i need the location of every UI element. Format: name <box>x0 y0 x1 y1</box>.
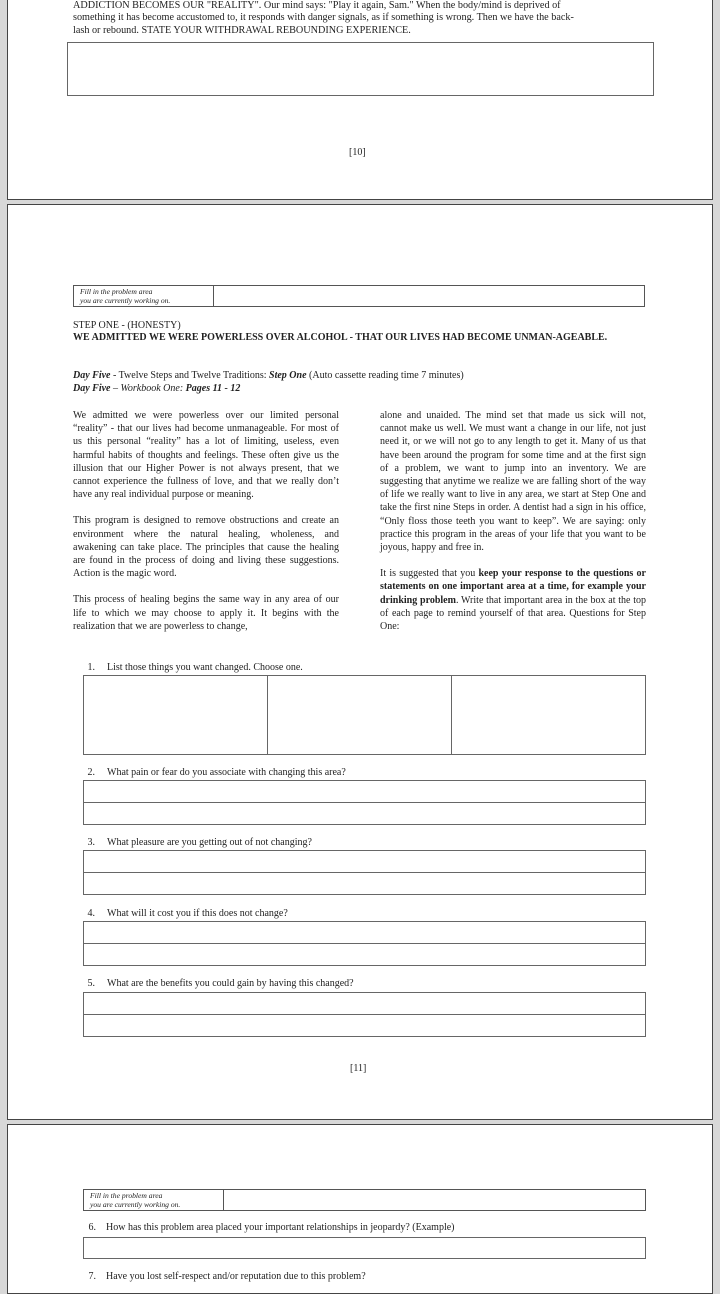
question-text: List those things you want changed. Choose one. <box>107 662 303 673</box>
problem-area-label <box>84 1190 224 1210</box>
intro-line-3: lash or rebound. STATE YOUR WITHDRAWAL REBOUNDING EXPERIENCE. <box>73 24 411 36</box>
question-5 <box>73 978 354 989</box>
problem-area-label-line1: Fill in the problem area <box>90 1191 163 1200</box>
question-7 <box>78 1271 366 1282</box>
paragraph-text: It is suggested that you <box>380 568 479 580</box>
problem-area-label-line1: Fill in the problem area <box>80 287 153 296</box>
reading-assignment-2 <box>73 382 240 395</box>
answer-box-3b[interactable] <box>83 872 646 895</box>
answer-box-5b[interactable] <box>83 1014 646 1037</box>
emphasis-text: keep your response to the questions or statements on one important area at a time, for example your drinking problem <box>380 568 646 606</box>
intro-line-2: something it has become accustomed to, it responds with danger signals, as if something is wrong. Then we have the back- <box>73 12 574 24</box>
question-6 <box>78 1222 455 1233</box>
problem-area-label <box>74 286 214 306</box>
paragraph-text: . Write that important area in the box at the top of each page to remind yourself of that area. Questions for Step One: <box>380 594 646 633</box>
answer-box-4a[interactable] <box>83 921 646 944</box>
answer-box-1c[interactable] <box>451 675 646 755</box>
question-4 <box>73 908 288 919</box>
paragraph: alone and unaided. The mind set that made us sick will not, cannot make us well. We must want a change in our life, not just need it, or we will not go to any length to get it. Many of us that have been around the program for some time and at the first sign of a problem, we want to jump into an inventory. We are suggesting that anytime we realize we are falling short of the way of life we really want to live in any area, we start at Step One and take the first nine Steps in order. A dentist had a sign in his office, “Only floss those teeth you want to keep”. We are saying: only practice this program in the areas of your life that you want to be joyous, happy and free in. <box>380 410 646 554</box>
pages-ref: Pages 11 - 12 <box>185 383 241 394</box>
problem-area-label-line2: you are currently working on. <box>80 296 171 305</box>
question-number: 6. <box>88 1222 96 1233</box>
document-page-11 <box>7 204 713 1120</box>
paragraph: We admitted we were powerless over our limited personal “reality” - that our lives had become unmanageable. For most of us this personal “reality” has a lot of limiting, useless, even harmful habits of thoughts and feelings. These often give us the illusion that our Higher Power is not always present, that we cannot experience the fullness of love, and that we really don’t have any real individual purpose or meaning. <box>73 410 339 501</box>
day-label: Day Five <box>73 370 111 381</box>
answer-box-5a[interactable] <box>83 992 646 1015</box>
reading-time: (Auto cassette reading time 7 minutes) <box>306 370 464 381</box>
problem-area-box <box>73 285 645 307</box>
day-label: Day Five <box>73 383 111 394</box>
problem-area-input[interactable] <box>214 286 644 306</box>
answer-box-4b[interactable] <box>83 943 646 966</box>
question-text: Have you lost self-respect and/or reputation due to this problem? <box>106 1271 366 1282</box>
paragraph <box>380 567 646 633</box>
question-text: What pain or fear do you associate with changing this area? <box>107 767 346 778</box>
question-number: 3. <box>87 837 95 848</box>
reading-source: - Twelve Steps and Twelve Traditions: <box>110 370 270 381</box>
question-number: 2. <box>87 767 95 778</box>
problem-area-box <box>83 1189 646 1211</box>
answer-box-6a[interactable] <box>83 1237 646 1259</box>
workbook-ref: – Workbook One: <box>110 383 186 394</box>
right-column <box>380 409 646 633</box>
answer-box-1a[interactable] <box>83 675 268 755</box>
question-text: How has this problem area placed your important relationships in jeopardy? (Example) <box>106 1222 455 1233</box>
answer-box-2a[interactable] <box>83 780 646 803</box>
question-text: What will it cost you if this does not change? <box>107 908 288 919</box>
question-3 <box>73 837 312 848</box>
question-text: What pleasure are you getting out of not changing? <box>107 837 312 848</box>
question-text: What are the benefits you could gain by having this changed? <box>107 978 354 989</box>
problem-area-label-line2: you are currently working on. <box>90 1200 181 1209</box>
answer-box-2b[interactable] <box>83 802 646 825</box>
question-number: 1. <box>87 662 95 673</box>
question-2 <box>73 767 346 778</box>
answer-box-3a[interactable] <box>83 850 646 873</box>
reading-assignment-1 <box>73 369 464 382</box>
page-number: [10] <box>349 147 366 158</box>
intro-line-1: ADDICTION BECOMES OUR "REALITY". Our mind says: "Play it again, Sam." When the body/mind is deprived of <box>73 0 561 11</box>
document-page-10 <box>7 0 713 200</box>
paragraph: This process of healing begins the same way in any area of our life to which we may choose to apply it. It begins with the realization that we are powerless to change, <box>73 594 339 632</box>
question-number: 7. <box>88 1271 96 1282</box>
page-number: [11] <box>350 1063 367 1074</box>
question-number: 4. <box>87 908 95 919</box>
paragraph: This program is designed to remove obstructions and create an environment where the natural healing, wholeness, and awakening can take place. The principles that cause the healing are found in the process of doing and living these suggestions. Action is the magic word. <box>73 515 339 580</box>
answer-box-1b[interactable] <box>267 675 452 755</box>
document-page-12 <box>7 1124 713 1294</box>
problem-area-input[interactable] <box>224 1190 645 1210</box>
step-statement: WE ADMITTED WE WERE POWERLESS OVER ALCOHOL - THAT OUR LIVES HAD BECOME UNMAN-AGEABLE. <box>73 332 608 343</box>
left-column <box>73 409 339 633</box>
question-number: 5. <box>87 978 95 989</box>
withdrawal-intro-text <box>73 0 653 37</box>
step-heading: STEP ONE - (HONESTY) <box>73 320 181 331</box>
question-1 <box>73 662 303 673</box>
withdrawal-answer-box[interactable] <box>67 42 654 96</box>
step-ref: Step One <box>269 370 307 381</box>
